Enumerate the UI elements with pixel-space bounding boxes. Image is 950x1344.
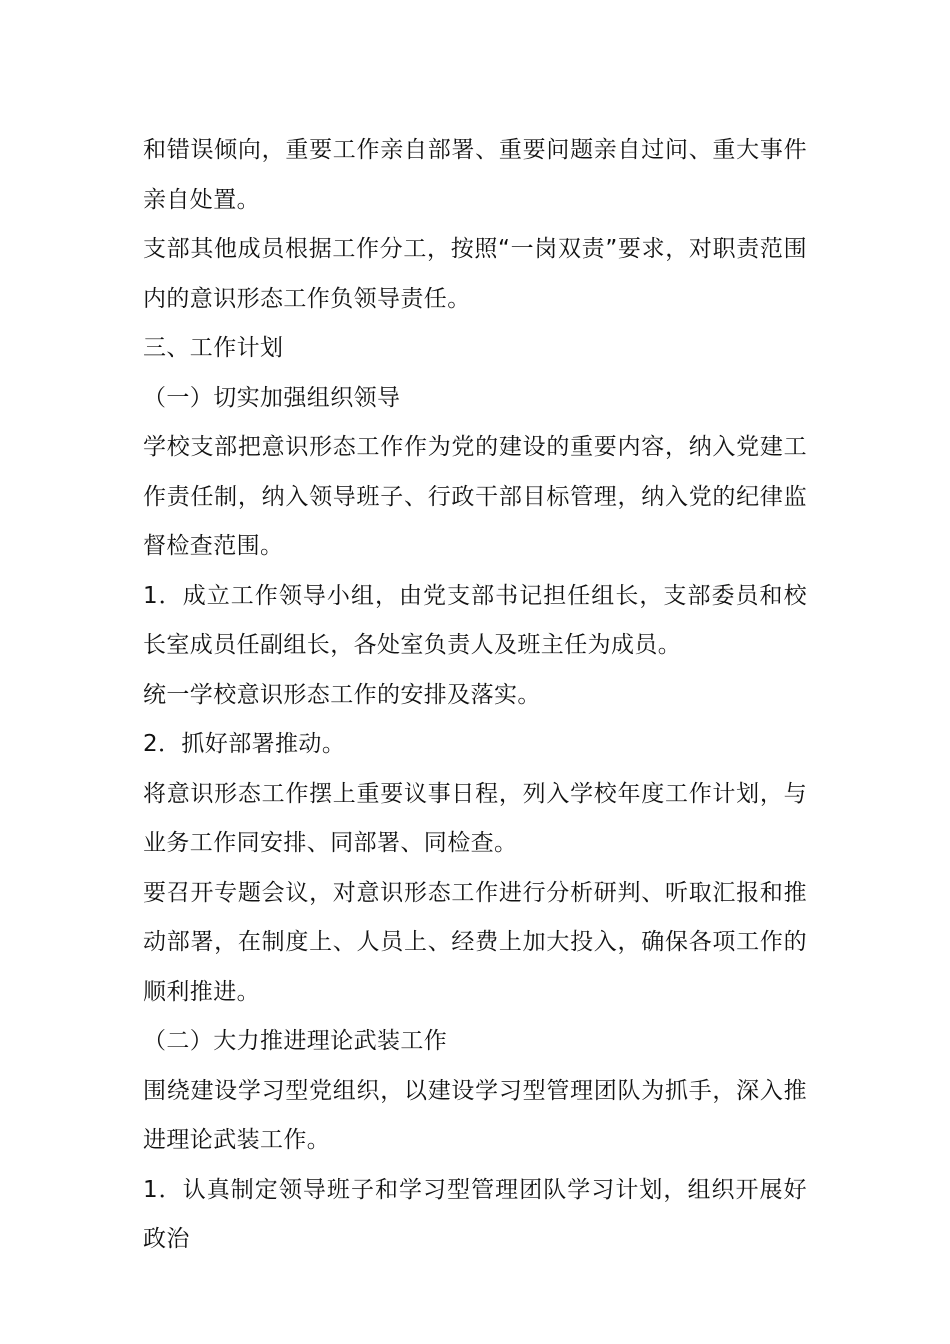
numbered-item: 1．成立工作领导小组，由党支部书记担任组长，支部委员和校长室成员任副组长，各处室负责人及班主任为成员。 bbox=[143, 582, 807, 658]
section-heading: 三、工作计划 bbox=[143, 335, 284, 361]
body-paragraph: 学校支部把意识形态工作作为党的建设的重要内容，纳入党建工作责任制，纳入领导班子、行政干部目标管理，纳入党的纪律监督检查范围。 bbox=[143, 434, 807, 559]
body-paragraph: 支部其他成员根据工作分工，按照“一岗双责”要求，对职责范围内的意识形态工作负领导责任。 bbox=[143, 236, 807, 312]
body-paragraph: 围绕建设学习型党组织，以建设学习型管理团队为抓手，深入推进理论武装工作。 bbox=[143, 1077, 807, 1153]
body-paragraph: 要召开专题会议，对意识形态工作进行分析研判、听取汇报和推动部署，在制度上、人员上、经费上加大投入，确保各项工作的顺利推进。 bbox=[143, 879, 807, 1005]
subsection-heading: （二）大力推进理论武装工作 bbox=[143, 1028, 448, 1054]
body-paragraph: 统一学校意识形态工作的安排及落实。 bbox=[143, 681, 541, 708]
body-paragraph: 和错误倾向，重要工作亲自部署、重要问题亲自过问、重大事件亲自处置。 bbox=[143, 137, 807, 213]
numbered-item: 2．抓好部署推动。 bbox=[143, 731, 346, 757]
document-body bbox=[143, 126, 807, 1265]
numbered-item: 1．认真制定领导班子和学习型管理团队学习计划，组织开展好政治 bbox=[143, 1176, 807, 1252]
body-paragraph: 将意识形态工作摆上重要议事日程，列入学校年度工作计划，与业务工作同安排、同部署、同检查。 bbox=[143, 780, 807, 856]
subsection-heading: （一）切实加强组织领导 bbox=[143, 384, 401, 411]
